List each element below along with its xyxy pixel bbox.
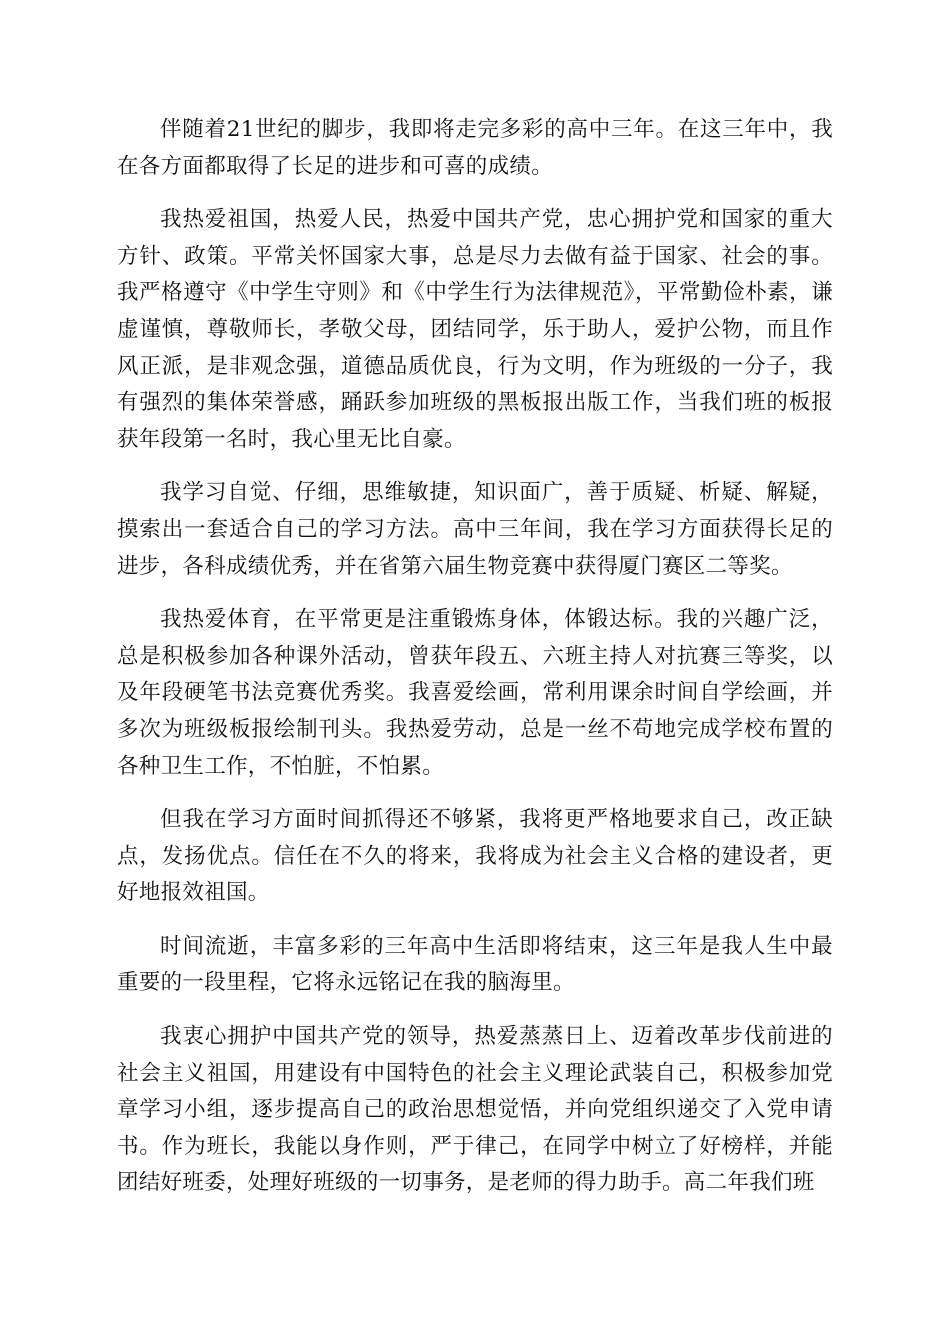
paragraph-4: 我热爱体育，在平常更是注重锻炼身体，体锻达标。我的兴趣广泛，总是积极参加各种课外活动，曾获年段五、六班主持人对抗赛三等奖，以及年段硬笔书法竞赛优秀奖。我喜爱绘画，常利用课余时间自学绘画，并多次为班级板报绘制刊头。我热爱劳动，总是一丝不苟地完成学校布置的各种卫生工作，不怕脏，不怕累。 bbox=[117, 607, 833, 779]
paragraph-5: 但我在学习方面时间抓得还不够紧，我将更严格地要求自己，改正缺点，发扬优点。信任在不久的将来，我将成为社会主义合格的建设者，更好地报效祖国。 bbox=[117, 807, 833, 906]
paragraph-2: 我热爱祖国，热爱人民，热爱中国共产党，忠心拥护党和国家的重大方针、政策。平常关怀国家大事，总是尽力去做有益于国家、社会的事。我严格遵守《中学生守则》和《中学生行为法律规范》，平常勤俭朴素，谦虚谨慎，尊敬师长，孝敬父母，团结同学，乐于助人，爱护公物，而且作风正派，是非观念强，道德品质优良，行为文明，作为班级的一分子，我有强烈的集体荣誉感，踊跃参加班级的黑板报出版工作，当我们班的板报获年段第一名时，我心里无比自豪。 bbox=[117, 207, 833, 452]
paragraph-1: 伴随着21世纪的脚步，我即将走完多彩的高中三年。在这三年中，我在各方面都取得了长足的进步和可喜的成绩。 bbox=[117, 117, 833, 179]
paragraph-7: 我衷心拥护中国共产党的领导，热爱蒸蒸日上、迈着改革步伐前进的社会主义祖国，用建设有中国特色的社会主义理论武装自己，积极参加党章学习小组，逐步提高自己的政治思想觉悟，并向党组织递交了入党申请书。作为班长，我能以身作则，严于律己，在同学中树立了好榜样，并能团结好班委，处理好班级的一切事务，是老师的得力助手。高二年我们班 bbox=[117, 1024, 833, 1196]
paragraph-6: 时间流逝，丰富多彩的三年高中生活即将结束，这三年是我人生中最重要的一段里程，它将永远铭记在我的脑海里。 bbox=[117, 933, 833, 996]
document-body bbox=[117, 112, 833, 1219]
paragraph-3: 我学习自觉、仔细，思维敏捷，知识面广，善于质疑、析疑、解疑，摸索出一套适合自己的学习方法。高中三年间，我在学习方面获得长足的进步，各科成绩优秀，并在省第六届生物竞赛中获得厦门赛区二等奖。 bbox=[117, 480, 833, 579]
